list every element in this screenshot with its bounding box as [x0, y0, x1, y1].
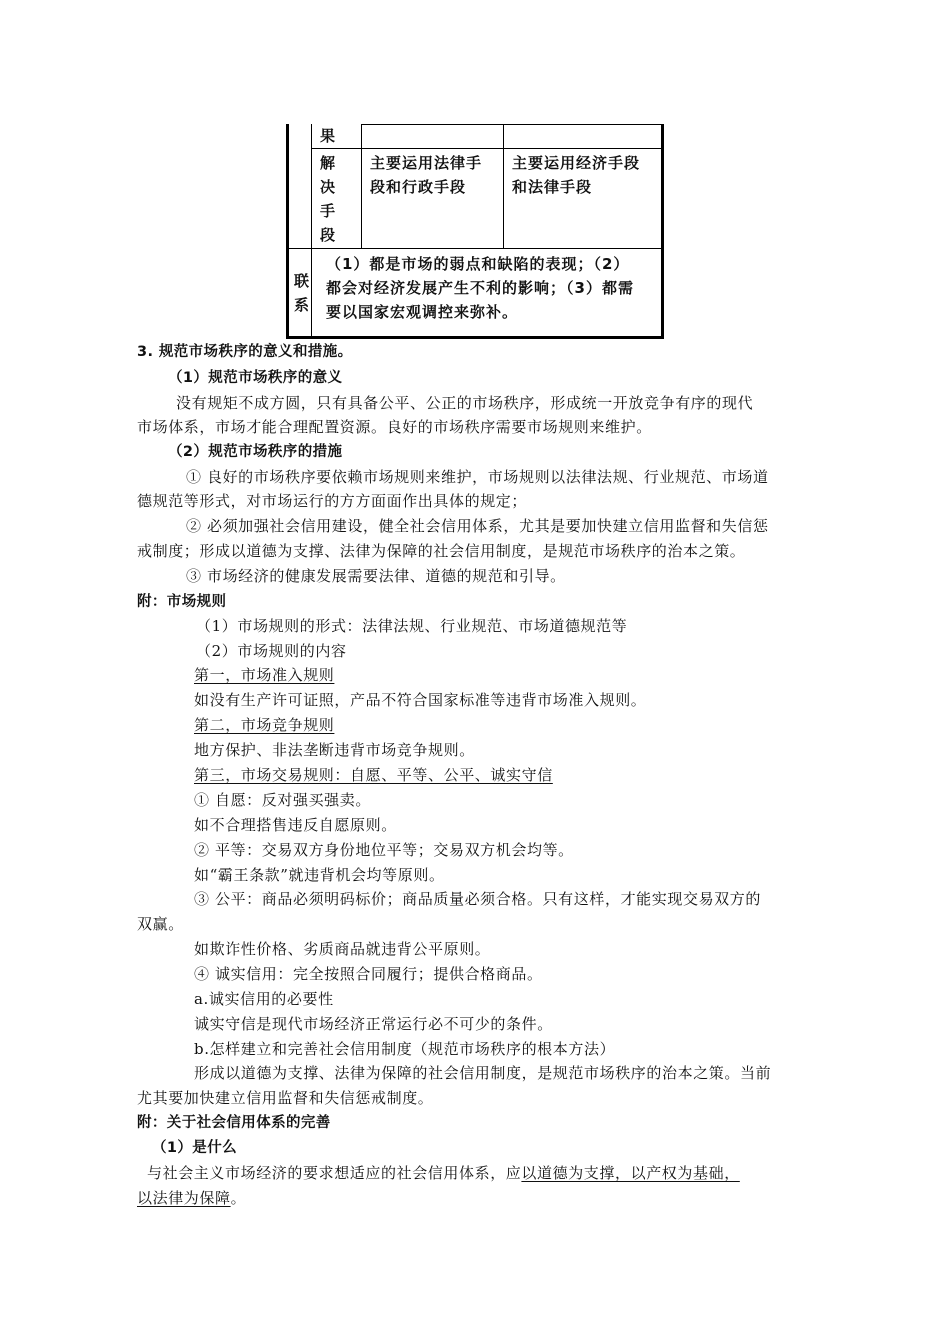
appendix-heading: 附：关于社会信用体系的完善	[137, 1115, 331, 1131]
paragraph-line: 如欺诈性价格、劣质商品就违背公平原则。	[194, 940, 491, 958]
paragraph-line: 双赢。	[137, 915, 184, 933]
paragraph-line: 如不合理搭售违反自愿原则。	[194, 816, 397, 834]
rule-title: 第一，市场准入规则	[194, 666, 335, 684]
paragraph-line: 没有规矩不成方圆，只有具备公平、公正的市场秩序，形成统一开放竞争有序的现代	[176, 394, 754, 412]
appendix-heading: 附：市场规则	[137, 594, 227, 610]
paragraph-line: 诚实守信是现代市场经济正常运行必不可少的条件。	[194, 1015, 553, 1033]
subsection-heading: （2）规范市场秩序的措施	[168, 444, 343, 460]
section-heading: 3. 规范市场秩序的意义和措施。	[137, 344, 353, 360]
row-label-solution-char: 决	[320, 178, 337, 196]
comparison-table	[286, 124, 664, 339]
paragraph-line: ② 必须加强社会信用建设，健全社会信用体系，尤其是要加快建立信用监督和失信惩	[186, 517, 769, 535]
solution-col2-line: 和法律手段	[512, 178, 593, 196]
relation-text-line: （1）都是市场的弱点和缺陷的表现；（2）	[326, 255, 630, 273]
paragraph-text: 与社会主义市场经济的要求想适应的社会信用体系，应	[147, 1164, 522, 1182]
paragraph-line: 如没有生产许可证照，产品不符合国家标准等违背市场准入规则。	[194, 691, 647, 709]
row-label-relation-char: 联	[294, 272, 311, 290]
paragraph-line: 德规范等形式，对市场运行的方方面面作出具体的规定；	[137, 492, 528, 510]
relation-text-line: 要以国家宏观调控来弥补。	[326, 303, 519, 321]
solution-col1-line: 主要运用法律手	[370, 154, 483, 172]
paragraph-line: ③ 市场经济的健康发展需要法律、道德的规范和引导。	[186, 567, 566, 585]
paragraph-line	[147, 1162, 740, 1184]
paragraph-line: 市场体系，市场才能合理配置资源。良好的市场秩序需要市场规则来维护。	[137, 418, 652, 436]
paragraph-line: b.怎样建立和完善社会信用制度（规范市场秩序的根本方法）	[194, 1040, 616, 1058]
paragraph-line: 如“霸王条款”就违背机会均等原则。	[194, 866, 445, 884]
row-label-solution-char: 段	[320, 226, 337, 244]
paragraph-line: （2）市场规则的内容	[196, 642, 347, 660]
rule-title: 第二，市场竞争规则	[194, 716, 335, 734]
paragraph-line: ② 平等：交易双方身份地位平等；交易双方机会均等。	[194, 841, 574, 859]
paragraph-line: 地方保护、非法垄断违背市场竞争规则。	[194, 741, 475, 759]
row-label-solution-char: 手	[320, 202, 337, 220]
paragraph-line	[137, 1187, 246, 1209]
underlined-text: 以法律为保障	[137, 1189, 231, 1207]
paragraph-line: ③ 公平：商品必须明码标价；商品质量必须合格。只有这样，才能实现交易双方的	[194, 890, 761, 908]
paragraph-line: 尤其要加快建立信用监督和失信惩戒制度。	[137, 1089, 434, 1107]
paragraph-line: ① 自愿：反对强买强卖。	[194, 791, 371, 809]
row-label-result: 果	[320, 127, 337, 145]
paragraph-text: 。	[230, 1189, 247, 1207]
row-label-solution-char: 解	[320, 154, 337, 172]
underlined-text: 以道德为支撑，以产权为基础，	[521, 1164, 740, 1182]
paragraph-line: ① 良好的市场秩序要依赖市场规则来维护，市场规则以法律法规、行业规范、市场道	[186, 468, 769, 486]
paragraph-line: a.诚实信用的必要性	[194, 990, 334, 1008]
rule-title: 第三，市场交易规则：自愿、平等、公平、诚实守信	[194, 766, 553, 784]
paragraph-line: 戒制度；形成以道德为支撑、法律为保障的社会信用制度，是规范市场秩序的治本之策。	[137, 542, 746, 560]
relation-text-line: 都会对经济发展产生不利的影响；（3）都需	[326, 279, 634, 297]
paragraph-line: 形成以道德为支撑、法律为保障的社会信用制度，是规范市场秩序的治本之策。当前	[194, 1064, 772, 1082]
paragraph-line: （1）市场规则的形式：法律法规、行业规范、市场道德规范等	[196, 617, 628, 635]
subsection-heading: （1）规范市场秩序的意义	[168, 370, 343, 386]
solution-col2-line: 主要运用经济手段	[512, 154, 641, 172]
row-label-relation-char: 系	[294, 296, 311, 314]
subsection-heading: （1）是什么	[152, 1140, 237, 1156]
solution-col1-line: 段和行政手段	[370, 178, 467, 196]
paragraph-line: ④ 诚实信用：完全按照合同履行；提供合格商品。	[194, 965, 543, 983]
